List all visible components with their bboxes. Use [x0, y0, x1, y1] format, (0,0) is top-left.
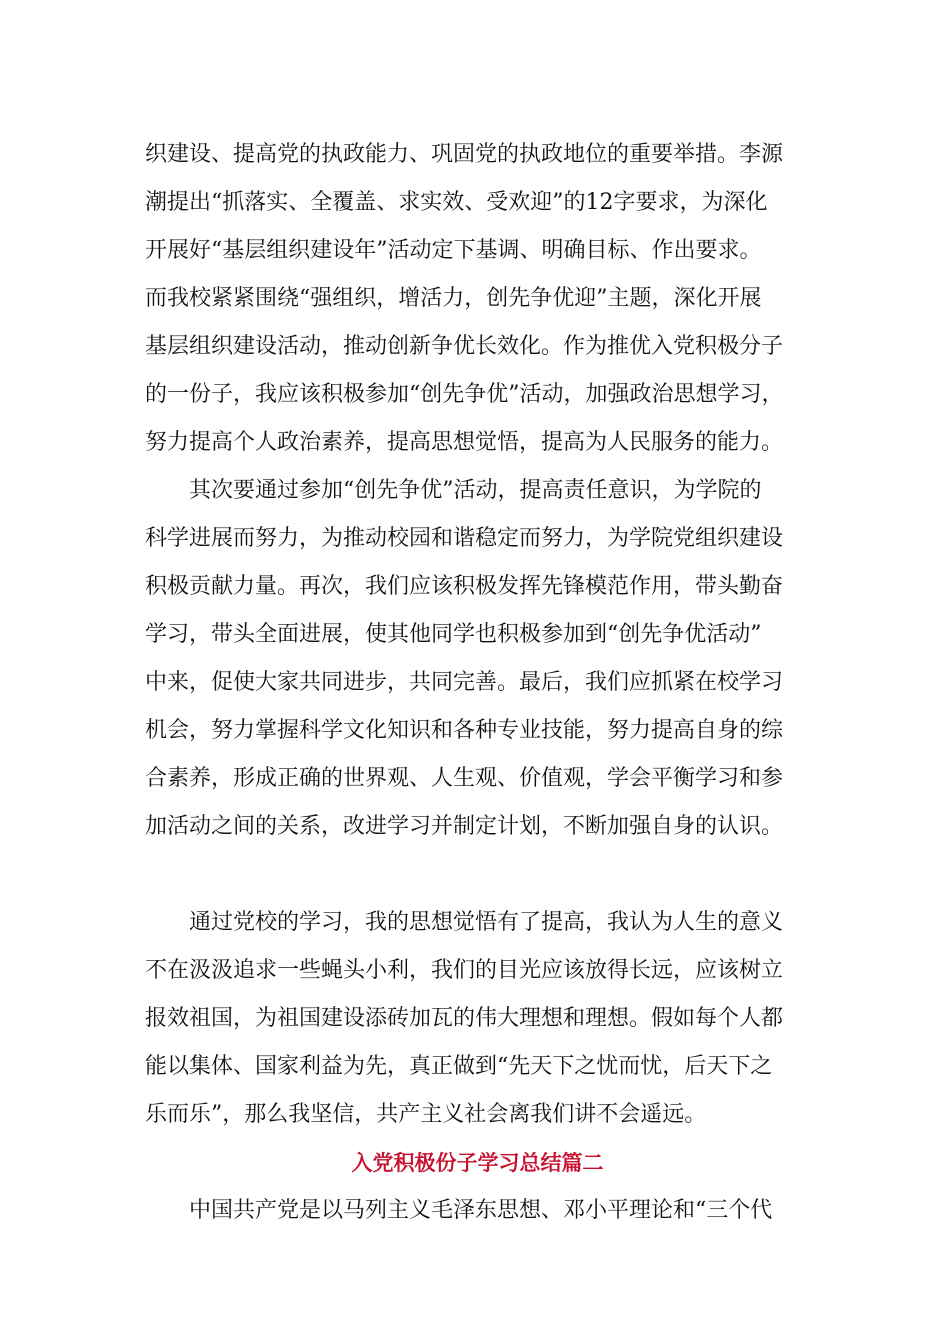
text-line: 科学进展而努力，为推动校园和谐稳定而努力，为学院党组织建设: [145, 526, 784, 551]
paragraph-2: [145, 467, 810, 899]
text-line: 合素养，形成正确的世界观、人生观、价值观，学会平衡学习和参: [145, 766, 784, 791]
text-line: 潮提出“抓落实、全覆盖、求实效、受欢迎”的12字要求，为深化: [145, 190, 768, 215]
section-heading: 入党积极份子学习总结篇二: [351, 1150, 604, 1175]
text-line: [145, 851, 810, 899]
text-line: 能以集体、国家利益为先，真正做到“先天下之忧而忧，后天下之: [145, 1054, 773, 1079]
text-line: 努力提高个人政治素养，提高思想觉悟，提高为人民服务的能力。: [145, 430, 784, 455]
text-line: 报效祖国，为祖国建设添砖加瓦的伟大理想和理想。假如每个人都: [145, 1006, 784, 1031]
text-line: 其次要通过参加“创先争优”活动，提高责任意识，为学院的: [189, 478, 762, 503]
text-line: 基层组织建设活动，推动创新争优长效化。作为推优入党积极分子: [145, 334, 784, 359]
document-page: [145, 131, 810, 1235]
text-line: 不在汲汲追求一些蝇头小利，我们的目光应该放得长远，应该树立: [145, 958, 784, 983]
text-line: 学习，带头全面进展，使其他同学也积极参加到“创先争优活动”: [145, 622, 762, 647]
text-line: 的一份子，我应该积极参加“创先争优”活动，加强政治思想学习，: [145, 382, 784, 407]
text-line: 开展好“基层组织建设年”活动定下基调、明确目标、作出要求。: [145, 238, 762, 263]
text-line: 积极贡献力量。再次，我们应该积极发挥先锋模范作用，带头勤奋: [145, 574, 784, 599]
text-line: 加活动之间的关系，改进学习并制定计划，不断加强自身的认识。: [145, 814, 784, 839]
text-line: 中国共产党是以马列主义毛泽东思想、邓小平理论和“三个代: [189, 1198, 773, 1223]
text-line: 乐而乐”，那么我坚信，共产主义社会离我们讲不会遥远。: [145, 1102, 707, 1127]
paragraph-3: [145, 899, 810, 1139]
text-line: 织建设、提高党的执政能力、巩固党的执政地位的重要举措。李源: [145, 142, 784, 167]
text-line: 中来，促使大家共同进步，共同完善。最后，我们应抓紧在校学习: [145, 670, 784, 695]
text-line: 而我校紧紧围绕“强组织，增活力，创先争优迎”主题，深化开展: [145, 286, 762, 311]
text-line: 机会，努力掌握科学文化知识和各种专业技能，努力提高自身的综: [145, 718, 784, 743]
text-line: 通过党校的学习，我的思想觉悟有了提高，我认为人生的意义: [189, 910, 784, 935]
paragraph-1: [145, 131, 810, 467]
